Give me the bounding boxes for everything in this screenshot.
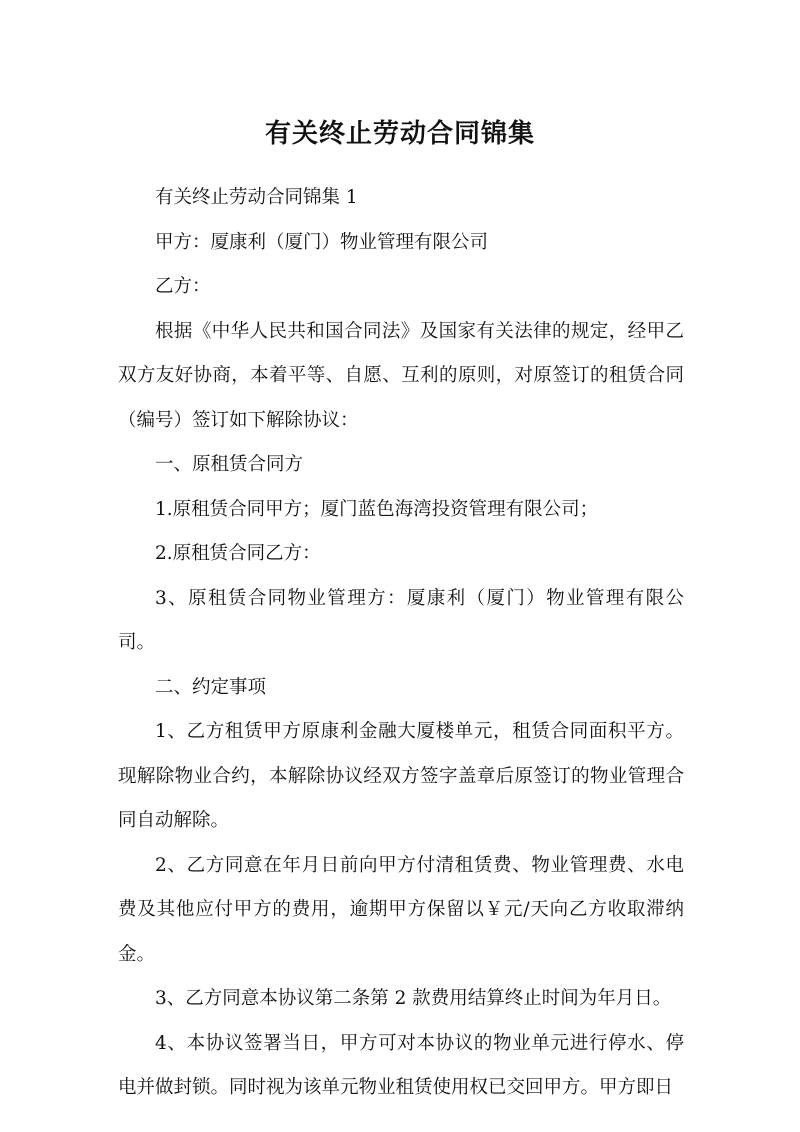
paragraph-item-1: 1、乙方租赁甲方原康利金融大厦楼单元，租赁合同面积平方。现解除物业合约，本解除协议经双方签字盖章后原签订的物业管理合同自动解除。 [118, 721, 684, 831]
paragraph-original-party-a: 1.原租赁合同甲方；厦门蓝色海湾投资管理有限公司； [155, 498, 599, 520]
paragraph-party-a: 甲方：厦康利（厦门）物业管理有限公司 [155, 231, 489, 253]
paragraph-preamble: 根据《中华人民共和国合同法》及国家有关法律的规定，经甲乙双方友好协商，本着平等、自愿、互利的原则，对原签订的租赁合同（编号）签订如下解除协议： [118, 320, 684, 431]
paragraph-party-b: 乙方： [155, 276, 211, 297]
paragraph-item-4: 4、本协议签署当日，甲方可对本协议的物业单元进行停水、停电并做封锁。同时视为该单元物业租赁使用权已交回甲方。甲方即日 [118, 1032, 684, 1098]
paragraph-original-management: 3、原租赁合同物业管理方：厦康利（厦门）物业管理有限公司。 [118, 587, 684, 653]
section-heading-original-parties: 一、原租赁合同方 [155, 454, 304, 475]
document-body [118, 176, 684, 1111]
paragraph-original-party-b: 2.原租赁合同乙方： [155, 543, 321, 564]
document-title: 有关终止劳动合同锦集 [264, 119, 535, 149]
section-heading-agreed-items: 二、约定事项 [155, 676, 267, 698]
paragraph-item-2: 2、乙方同意在年月日前向甲方付清租赁费、物业管理费、水电费及其他应付甲方的费用，逾期甲方保留以￥元/天向乙方收取滞纳金。 [118, 854, 684, 965]
paragraph-heading: 有关终止劳动合同锦集 1 [155, 187, 358, 208]
paragraph-item-3: 3、乙方同意本协议第二条第 2 款费用结算终止时间为年月日。 [155, 988, 672, 1009]
